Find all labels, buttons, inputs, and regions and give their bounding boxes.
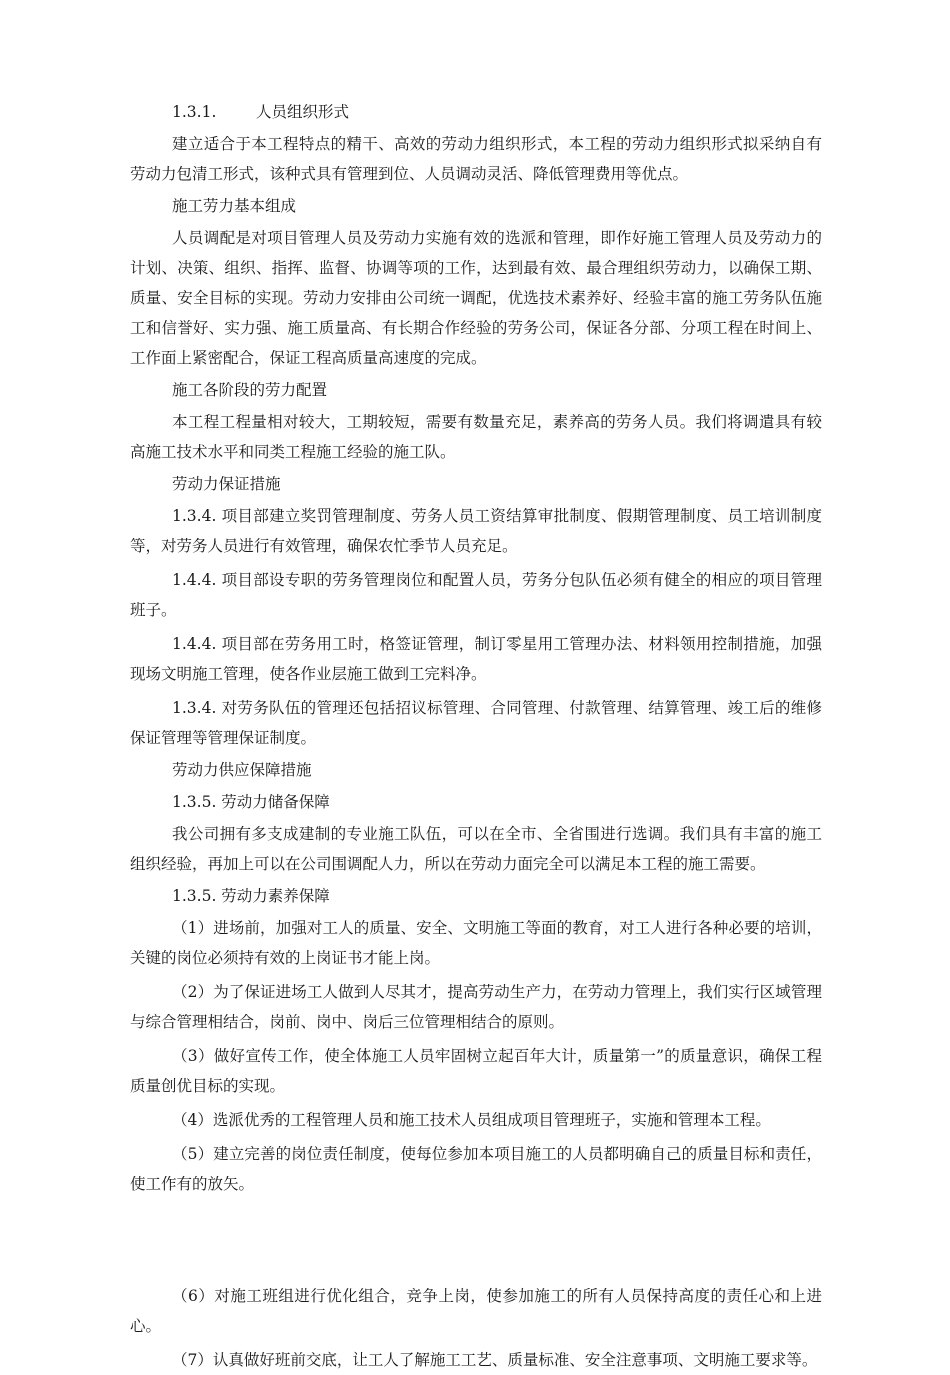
subheading-basic-composition: 施工劳力基本组成: [172, 197, 297, 215]
subheading-supply-measures: 劳动力供应保障措施: [172, 761, 312, 779]
guarantee-item-1: 1.3.4. 项目部建立奖罚管理制度、劳务人员工资结算审批制度、假期管理制度、员工培训制度等，对劳务人员进行有效管理，确保农忙季节人员充足。: [130, 507, 822, 555]
quality-item-6: （6）对施工班组进行优化组合，竞争上岗，使参加施工的所有人员保持高度的责任心和上进心。: [130, 1287, 822, 1335]
subheading-quality: 1.3.5. 劳动力素养保障: [172, 887, 330, 905]
document-page: [130, 97, 822, 1375]
quality-item-7: （7）认真做好班前交底，让工人了解施工工艺、质量标准、安全注意事项、文明施工要求等。: [172, 1351, 818, 1369]
paragraph-stage-allocation: 本工程工程量相对较大，工期较短，需要有数量充足，素养高的劳务人员。我们将调遣具有较高施工技术水平和同类工程施工经验的施工队。: [130, 413, 822, 461]
paragraph-reserve: 我公司拥有多支成建制的专业施工队伍，可以在全市、全省围进行选调。我们具有丰富的施工组织经验，再加上可以在公司围调配人力，所以在劳动力面完全可以满足本工程的施工需要。: [130, 825, 822, 873]
subheading-reserve: 1.3.5. 劳动力储备保障: [172, 793, 330, 811]
quality-item-3: （3）做好宣传工作，使全体施工人员牢固树立起百年大计，质量第一”的质量意识，确保工程质量创优目标的实现。: [130, 1047, 822, 1095]
subheading-guarantee-measures: 劳动力保证措施: [172, 475, 281, 493]
paragraph-organization-form: 建立适合于本工程特点的精干、高效的劳动力组织形式，本工程的劳动力组织形式拟采纳自有劳动力包清工形式，该种式具有管理到位、人员调动灵活、降低管理费用等优点。: [130, 135, 822, 183]
quality-item-4: （4）选派优秀的工程管理人员和施工技术人员组成项目管理班子，实施和管理本工程。: [172, 1111, 771, 1129]
paragraph-basic-composition: 人员调配是对项目管理人员及劳动力实施有效的选派和管理，即作好施工管理人员及劳动力的计划、决策、组织、指挥、监督、协调等项的工作，达到最有效、最合理组织劳动力，以确保工期、质量、安全目标的实现。劳动力安排由公司统一调配，优选技术素养好、经验丰富的施工劳务队伍施工和信誉好、实力强、施工质量高、有长期合作经验的劳务公司，保证各分部、分项工程在时间上、工作面上紧密配合，保证工程高质量高速度的完成。: [130, 229, 822, 367]
section-title: 人员组织形式: [256, 103, 350, 121]
section-heading-1-3-1: [130, 97, 822, 127]
guarantee-item-2: 1.4.4. 项目部设专职的劳务管理岗位和配置人员，劳务分包队伍必须有健全的相应的项目管理班子。: [130, 571, 822, 619]
guarantee-item-4: 1.3.4. 对劳务队伍的管理还包括招议标管理、合同管理、付款管理、结算管理、竣工后的维修保证管理等管理保证制度。: [130, 699, 822, 747]
quality-item-2: （2）为了保证进场工人做到人尽其才，提高劳动生产力，在劳动力管理上，我们实行区域管理与综合管理相结合，岗前、岗中、岗后三位管理相结合的原则。: [130, 983, 822, 1031]
subheading-stage-allocation: 施工各阶段的劳力配置: [172, 381, 328, 399]
guarantee-item-3: 1.4.4. 项目部在劳务用工时，格签证管理，制订零星用工管理办法、材料领用控制措施，加强现场文明施工管理，使各作业层施工做到工完料净。: [130, 635, 822, 683]
quality-item-1: （1）进场前，加强对工人的质量、安全、文明施工等面的教育，对工人进行各种必要的培训，关键的岗位必须持有效的上岗证书才能上岗。: [130, 919, 822, 967]
quality-item-5: （5）建立完善的岗位责任制度，使每位参加本项目施工的人员都明确自己的质量目标和责任，使工作有的放矢。: [130, 1145, 822, 1193]
section-number: 1.3.1.: [172, 103, 217, 121]
